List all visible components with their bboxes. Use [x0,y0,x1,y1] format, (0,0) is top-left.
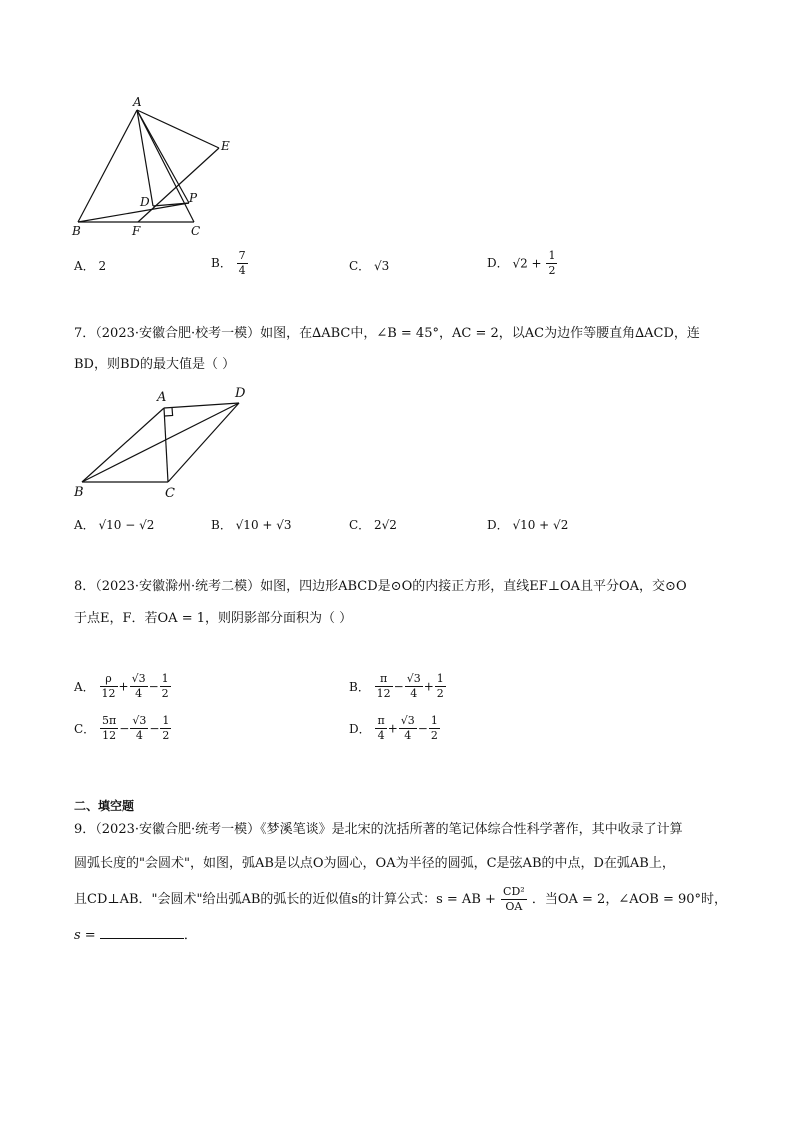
fig7-label-d: D [235,386,246,401]
q7-choice-b[interactable]: B． √10 + √3 [211,518,292,532]
q9-answer-blank[interactable] [100,926,184,939]
q9-stem-line1: 9．（2023·安徽合肥·统考一模）《梦溪笔谈》是北宋的沈括所著的笔记体综合性科学著作，其中收录了计算 [74,822,683,837]
fig6-label-f: F [132,224,141,238]
q6-choice-c[interactable]: C． √3 [349,259,390,273]
q6-choice-d[interactable]: D． √2 + $\frac{1}{2}$ [487,249,556,277]
q8-choice-c[interactable]: C． $\frac{5\pi}{12}$ − $\frac{√3}{4}$ − $\frac{1}{2}$ [74,714,170,742]
q7-choice-c[interactable]: C． 2√2 [349,518,397,532]
fig7-label-c: C [165,486,175,501]
q8-choice-a[interactable]: A． $\frac{\rho}{12}$ + $\frac{√3}{4}$ − $\frac{1}{2}$ [74,672,169,700]
q8-stem-line1: 8．（2023·安徽滁州·统考二模）如图，四边形ABCD是⊙O的内接正方形，直线EF⊥OA且平分OA，交⊙O [74,579,687,594]
fig7-label-b: B [74,485,84,500]
q9-formula-fraction: $\frac{\text{CD²}}{OA}$ [503,885,525,913]
fig6-label-d: D [140,195,150,209]
q9-stem-line2: 圆弧长度的"会圆术"，如图，弧AB是以点O为圆心，OA为半径的圆弧，C是弦AB的中点，D在弧AB上， [74,856,675,871]
q7-choice-d[interactable]: D． √10 + √2 [487,518,569,532]
q8-stem-line2: 于点E，F．若OA = 1，则阴影部分面积为（ ） [74,611,353,626]
q9-answer-line: s = ． [74,928,197,943]
q6-choice-a[interactable]: A． 2 [74,259,107,273]
q8-choice-d[interactable]: D． $\frac{\pi}{4}$ + $\frac{√3}{4}$ − $\frac{1}{2}$ [349,714,438,742]
section-title-fill-in: 二、填空题 [74,799,135,813]
fig6-label-a: A [133,95,142,109]
fig7-label-a: A [157,390,167,405]
fig6-label-e: E [221,139,230,153]
q7-stem-line2: BD，则BD的最大值是（ ） [74,357,236,372]
fig6-label-p: P [189,191,198,205]
q7-choice-a[interactable]: A． √10 − √2 [74,518,155,532]
q6-choice-b[interactable]: B． $\frac{7}{4}$ [211,249,246,277]
q8-choice-b[interactable]: B． $\frac{\pi}{12}$ − $\frac{√3}{4}$ + $\frac{1}{2}$ [349,672,444,700]
q9-stem-line3: 且CD⊥AB．"会圆术"给出弧AB的弧长的近似值s的计算公式：s = AB + $\frac{\text{CD²}}{OA}$ ．当OA = 2，∠AOB = 90°时， [74,885,728,913]
fig6-label-c: C [191,224,201,238]
fig6-label-b: B [72,224,81,238]
q7-stem-line1: 7．（2023·安徽合肥·校考一模）如图，在∆ABC中，∠B = 45°，AC = 2，以AC为边作等腰直角∆ACD，连 [74,326,700,341]
